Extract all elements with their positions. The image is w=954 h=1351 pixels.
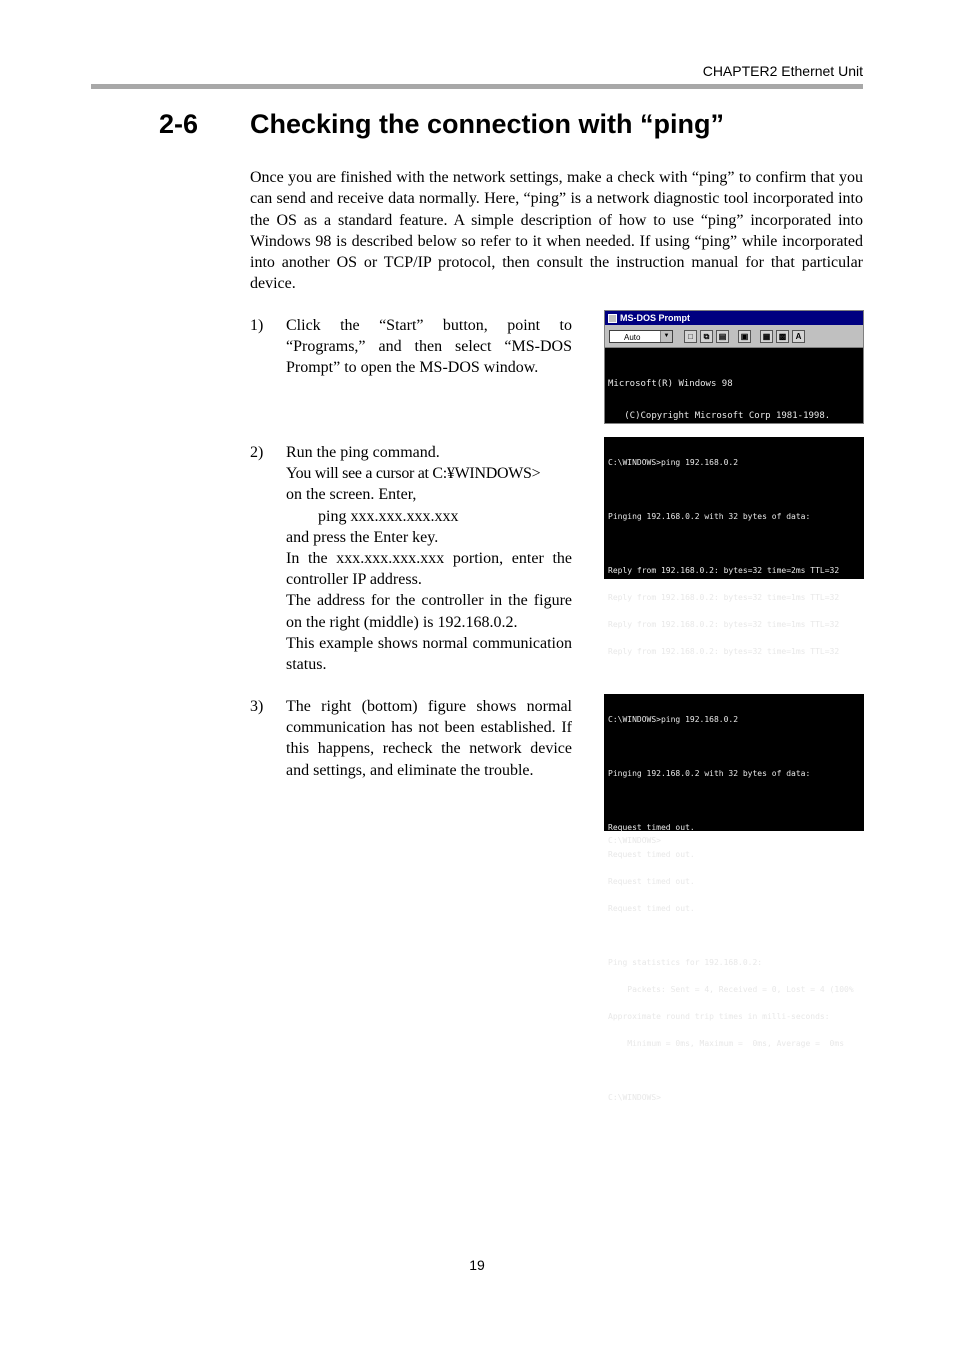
step-number: 3) xyxy=(250,698,264,715)
step-line: In the xxx.xxx.xxx.xxx portion, enter the controller IP address. xyxy=(286,550,572,589)
fullscreen-icon[interactable]: ▣ xyxy=(738,330,751,343)
console-line: (C)Copyright Microsoft Corp 1981-1998. xyxy=(608,410,831,421)
background-icon[interactable]: ▩ xyxy=(776,330,789,343)
step-line: This example shows normal communication status. xyxy=(286,634,572,674)
ping-failure-figure xyxy=(604,694,864,1102)
font-icon[interactable]: A xyxy=(792,330,805,343)
step-text: The right (bottom) figure shows normal communication has not been established. If this happens, recheck the network device and settings, and eliminate the trouble. xyxy=(286,698,572,779)
console-line: Request timed out. xyxy=(608,823,695,832)
console-line xyxy=(608,1066,860,1075)
msdos-window-figure xyxy=(604,310,864,424)
intro-paragraph: Once you are finished with the network settings, make a check with “ping” to confirm that you can send and receive data normally. Here, “ping” is a network diagnostic tool incorporated into the OS as a standard feature. A simple description of how to use “ping” incorporated into Windows 98 is described below so refer to it when needed. If using “ping” while incorporated into another OS or TCP/IP protocol, then consult the instruction manual for that particular device. xyxy=(250,169,863,293)
step-line: and press the Enter key. xyxy=(286,528,439,546)
section-title: Checking the connection with “ping” xyxy=(250,109,725,139)
console-line: C:\WINDOWS>ping 192.168.0.2 xyxy=(608,715,739,724)
section-heading xyxy=(159,109,724,140)
console-line: Minimum = 0ms, Maximum = 0ms, Average = 0ms xyxy=(608,1039,845,1048)
console-line xyxy=(608,931,860,940)
msdos-title: MS-DOS Prompt xyxy=(620,313,691,323)
font-size-value: Auto xyxy=(624,332,641,342)
console-line: Pinging 192.168.0.2 with 32 bytes of data: xyxy=(608,769,811,778)
msdos-titlebar xyxy=(605,311,863,325)
console-line: Reply from 192.168.0.2: bytes=32 time=1ms TTL=32 xyxy=(608,620,840,629)
step-text: Click the “Start” button, point to “Programs,” and then select “MS-DOS Prompt” to open the MS-DOS window. xyxy=(286,317,572,377)
console-line xyxy=(608,485,860,494)
console-line xyxy=(608,674,860,683)
console-line: Request timed out. xyxy=(608,850,695,859)
properties-icon[interactable]: ▦ xyxy=(760,330,773,343)
console-line xyxy=(608,742,860,751)
console-line: Request timed out. xyxy=(608,904,695,913)
step-line: The address for the controller in the figure on the right (middle) is 192.168.0.2. xyxy=(286,592,572,631)
step-number: 1) xyxy=(250,317,264,334)
step-line: Run the ping command. xyxy=(286,444,440,461)
console-line: Reply from 192.168.0.2: bytes=32 time=1ms TTL=32 xyxy=(608,647,840,656)
step-command: ping xxx.xxx.xxx.xxx xyxy=(318,507,459,525)
console-line: Pinging 192.168.0.2 with 32 bytes of data: xyxy=(608,512,811,521)
console-line: C:\WINDOWS>ping 192.168.0.2 xyxy=(608,458,739,467)
page-number: 19 xyxy=(469,1257,485,1273)
step-line: You will see a cursor at C:¥WINDOWS> xyxy=(286,465,541,483)
console-line: Microsoft(R) Windows 98 xyxy=(608,379,733,389)
console-line: Packets: Sent = 4, Received = 0, Lost = 4 (100% xyxy=(608,985,854,994)
console-line: Ping statistics for 192.168.0.2: xyxy=(608,958,763,967)
msdos-toolbar xyxy=(605,325,863,348)
copy-icon[interactable]: ⧉ xyxy=(700,330,713,343)
msdos-icon xyxy=(608,314,617,323)
console-line: Request timed out. xyxy=(608,877,695,886)
font-size-select[interactable] xyxy=(609,330,673,343)
console-line xyxy=(608,796,860,805)
running-header: CHAPTER2 Ethernet Unit xyxy=(702,63,863,79)
console-line: Approximate round trip times in milli-seconds: xyxy=(608,1012,830,1021)
section-number: 2-6 xyxy=(159,109,199,139)
dropdown-arrow-icon: ▼ xyxy=(660,331,672,342)
console-line: C:\WINDOWS> xyxy=(608,1093,661,1102)
step-line: on the screen. Enter, xyxy=(286,486,417,504)
paste-icon[interactable]: ▤ xyxy=(716,330,729,343)
step-3 xyxy=(250,696,572,781)
step-1 xyxy=(250,315,572,379)
console-line: C:\WINDOWS> xyxy=(608,836,661,845)
console-line: Reply from 192.168.0.2: bytes=32 time=1ms TTL=32 xyxy=(608,593,840,602)
console-line: Reply from 192.168.0.2: bytes=32 time=2ms TTL=32 xyxy=(608,566,840,575)
header-rule xyxy=(91,84,863,89)
step-2 xyxy=(250,442,572,675)
mark-icon[interactable]: □ xyxy=(684,330,697,343)
console-line xyxy=(608,539,860,548)
step-number: 2) xyxy=(250,444,264,461)
